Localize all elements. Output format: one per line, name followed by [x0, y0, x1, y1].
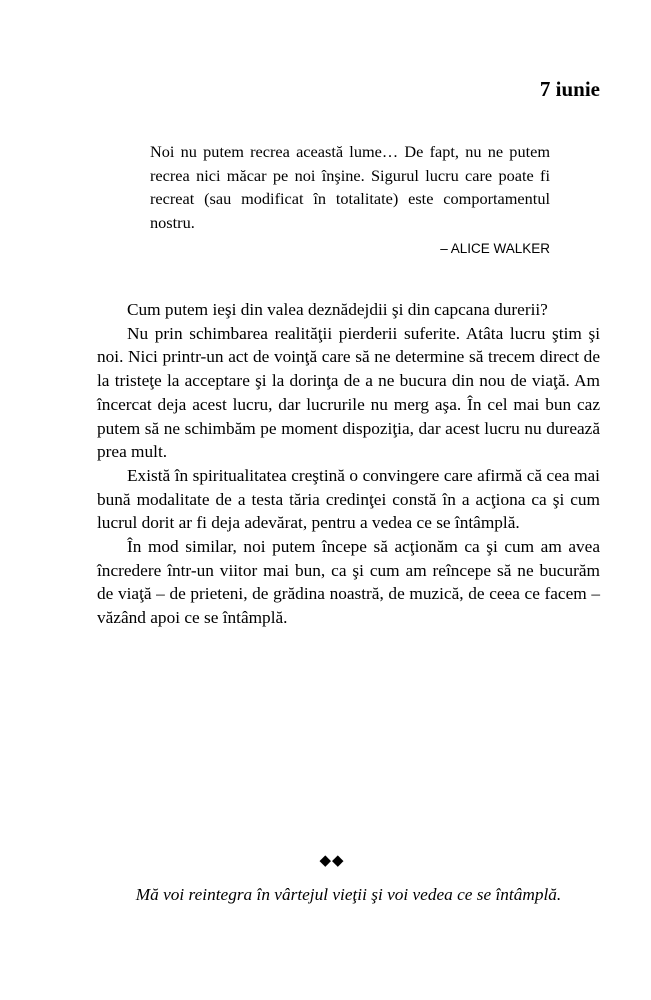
body-text [97, 298, 600, 630]
body-paragraph-1: Cum putem ieşi din valea deznădejdii şi din capcana durerii? [127, 300, 548, 319]
ornament-divider [0, 852, 651, 870]
epigraph-text: Noi nu putem recrea această lume… De fapt, nu ne putem recrea nici măcar pe noi înşine. Sigurul lucru care poate fi recreat (sau modificat în totalitate) este comportamentul nostru. [150, 142, 550, 232]
diamond-ornament-icon: ◆◆ [319, 853, 345, 869]
body-paragraph-3: Există în spiritualitatea creştină o convingere care afirmă că cea mai bună modalitate de a testa tăria credinţei constă în a acţiona ca şi cum lucrul dorit ar fi deja adevărat, pentru a vedea ce se întâmplă. [97, 465, 600, 533]
page-date-heading: 7 iunie [539, 77, 600, 101]
body-paragraph-4: În mod similar, noi putem începe să acţionăm ca şi cum am avea încredere într-un viitor mai bun, ca şi cum am reîncepe să ne bucurăm de viaţă – de prieteni, de grădina noastră, de muzică, de ceea ce facem – văzând apoi ce se întâmplă. [97, 537, 600, 628]
body-paragraph-2: Nu prin schimbarea realităţii pierderii suferite. Atâta lucru ştim şi noi. Nici printr-un act de voinţă care să ne determine să trecem direct de la tristeţe la acceptare şi la dorinţa de a ne bucura din nou de viaţă. Am încercat deja acest lucru, dar lucrurile nu merg aşa. În cel mai bun caz putem să ne schimbăm pe moment dispoziţia, dar acest lucru nu durează prea mult. [97, 323, 600, 462]
closing-affirmation: Mă voi reintegra în vârtejul vieţii şi voi vedea ce se întâmplă. [135, 885, 562, 904]
epigraph-author: – ALICE WALKER [440, 241, 550, 256]
epigraph-quote [150, 140, 550, 258]
